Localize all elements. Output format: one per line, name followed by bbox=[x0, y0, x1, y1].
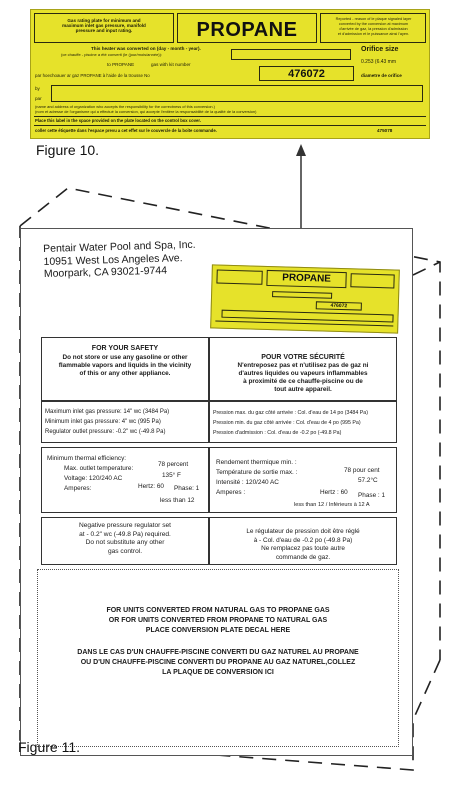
regulator-box-fr bbox=[209, 517, 397, 565]
address-line: Pentair Water Pool and Spa, Inc. bbox=[43, 238, 196, 255]
regulator-line: Do not substitute any other bbox=[85, 539, 165, 546]
figure-11-caption: Figure 11. bbox=[18, 739, 80, 755]
pressure-box-fr bbox=[209, 401, 397, 443]
plate-converted-line: This heater was converted on (day - month - year). bbox=[91, 46, 201, 51]
conversion-line: OR FOR UNITS CONVERTED FROM PROPANE TO NATURAL GAS bbox=[108, 617, 328, 624]
regulator-line: Negative pressure regulator set bbox=[79, 522, 171, 529]
pressure-box-en bbox=[41, 401, 209, 443]
mini-plate-left-box bbox=[216, 270, 262, 285]
pressure-line: Maximum inlet gas pressure: 14" wc (3484 Pa) bbox=[45, 409, 170, 415]
address-line: Moorpark, CA 93021-9744 bbox=[43, 264, 168, 280]
pressure-line: Regulator outlet pressure: -0.2" wc (-49.8 Pa) bbox=[45, 429, 166, 435]
conversion-text-en bbox=[38, 606, 398, 636]
plate-par-label: par bbox=[35, 96, 42, 101]
thermal-box-fr bbox=[209, 447, 397, 513]
thermal-box-en bbox=[41, 447, 209, 513]
thermal-hertz-fr: Hertz : 60 bbox=[320, 489, 348, 496]
safety-heading-en: FOR YOUR SAFETY bbox=[91, 345, 159, 352]
mini-plate-number: 476072 bbox=[316, 301, 362, 310]
regulator-line: à - Col. d'eau de -0.2 po (-49.8 Pa) bbox=[253, 536, 353, 544]
cabinet-corner-edge bbox=[413, 262, 440, 275]
plate-part-number: 475078 bbox=[377, 128, 393, 133]
regulator-text-en bbox=[42, 522, 208, 556]
plate-name-line-fr: (nom et adresse de l'organisme qui a effectué la conversion, qui accepte l'entière la responsabilité de la qualité de la conversion) bbox=[35, 109, 257, 114]
thermal-voltage: Voltage: 120/240 AC bbox=[64, 475, 123, 482]
address-line: 10951 West Los Angeles Ave. bbox=[43, 251, 183, 268]
pressure-text-fr bbox=[213, 408, 397, 438]
plate-orifice-fr: diametre de orifice bbox=[361, 73, 402, 78]
plate-left-line: maximum inlet gas pressure, manifold bbox=[62, 23, 146, 29]
conversion-line: LA PLAQUE DE CONVERSION ICI bbox=[162, 669, 274, 676]
pressure-text-en bbox=[45, 407, 209, 437]
plate-kit-label: gas with kit number bbox=[151, 62, 191, 67]
conversion-line: DANS LE CAS D'UN CHAUFFE-PISCINE CONVERTI DU GAZ NATUREL AU PROPANE bbox=[77, 649, 359, 656]
regulator-line: at - 0.2" wc (-49.8 Pa) required. bbox=[79, 530, 171, 538]
manufacturer-address bbox=[43, 239, 197, 281]
safety-box-en bbox=[41, 337, 209, 401]
plate-name-line: (name and address of organization who accepts the responsibility for the correctness of this conversion.) bbox=[35, 104, 215, 109]
plate-orifice-label: Orifice size bbox=[361, 46, 399, 53]
thermal-efficiency-label-fr: Rendement thermique min. : bbox=[216, 459, 297, 466]
safety-line: tout autre appareil. bbox=[274, 386, 332, 393]
regulator-text-fr bbox=[210, 528, 396, 562]
safety-line: flammable vapors and liquids in the vicinity bbox=[58, 362, 192, 369]
mini-plate-title: PROPANE bbox=[266, 270, 346, 288]
regulator-line: Le régulateur de pression doit être réglé bbox=[246, 528, 360, 535]
plate-place-line: Place this label in the space provided on the plate located on the control box cover. bbox=[35, 118, 201, 123]
safety-heading-fr: POUR VOTRE SÉCURITÉ bbox=[261, 354, 345, 361]
safety-line: d'autres liquides ou vapeurs inflammables bbox=[238, 370, 368, 377]
safety-line: à proximité de ce chauffe-piscine ou de bbox=[243, 378, 363, 385]
thermal-efficiency-value: 78 percent bbox=[158, 461, 189, 468]
thermal-amperes-value: less than 12 bbox=[160, 497, 195, 504]
conversion-decal-area bbox=[37, 569, 399, 747]
pressure-line: Pression max. du gaz côté arrivée : Col. d'eau de 14 po (3484 Pa) bbox=[213, 410, 369, 416]
pressure-line: Minimum inlet gas pressure: 4" wc (995 Pa) bbox=[45, 419, 161, 425]
thermal-phase-fr: Phase : 1 bbox=[358, 492, 386, 499]
safety-text-fr bbox=[210, 362, 396, 394]
regulator-box-en bbox=[41, 517, 209, 565]
thermal-amperes-label: Amperes: bbox=[64, 485, 92, 492]
safety-line: N'entreposez pas et n'utilisez pas de gaz ni bbox=[237, 362, 369, 369]
safety-text-en bbox=[42, 354, 208, 378]
plate-right-line: converted by the conversion at maximum bbox=[338, 22, 409, 26]
plate-converted-line-fr: (ce chauffe - piscine a été converti (le (jour/mois/année)): bbox=[61, 52, 163, 57]
thermal-temp-label-fr: Température de sortie max. : bbox=[216, 469, 298, 476]
thermal-phase: Phase: 1 bbox=[174, 485, 200, 492]
plate-to-propane: to PROPANE bbox=[107, 62, 135, 67]
safety-line: of this or any other appliance. bbox=[79, 370, 171, 377]
plate-by-label: by bbox=[35, 86, 40, 91]
thermal-temp-value: 135° F bbox=[162, 472, 181, 479]
safety-box-fr bbox=[209, 337, 397, 401]
heater-label-panel bbox=[20, 228, 413, 756]
thermal-amperes-value-fr: less than 12 / Inférieurs à 12 A bbox=[294, 502, 370, 508]
thermal-temp-label: Max. outlet temperature: bbox=[64, 465, 134, 472]
thermal-efficiency-value-fr: 78 pour cent bbox=[344, 467, 380, 474]
thermal-temp-value-fr: 57.2°C bbox=[358, 477, 378, 484]
mini-plate-right-box bbox=[350, 273, 394, 288]
thermal-hertz: Hertz: 60 bbox=[138, 483, 164, 490]
pressure-line: Pression d'admission : Col. d'eau de -0.2 po (-49.8 Pa) bbox=[213, 430, 342, 436]
figure-10-caption: Figure 10. bbox=[36, 142, 100, 158]
plate-colle-line: coller cette étiquette dans l'espace prevu a cet effet sur le couvercle de la boite commande. bbox=[35, 128, 217, 133]
plate-kit-number: 476072 bbox=[288, 68, 325, 80]
conversion-line: FOR UNITS CONVERTED FROM NATURAL GAS TO PROPANE GAS bbox=[106, 607, 330, 614]
plate-right-line: Reported - reason of le plaque signaled layer bbox=[335, 17, 412, 21]
regulator-line: commande de gaz. bbox=[275, 553, 331, 561]
regulator-line: gas control. bbox=[107, 547, 143, 555]
plate-orifice-value: 0.253 (6.43 mm bbox=[361, 59, 397, 65]
pressure-line: Pression min. du gaz côté arrivée : Col. d'eau de 4 po (995 Pa) bbox=[213, 420, 361, 426]
mini-propane-plate bbox=[210, 264, 400, 333]
safety-line: Do not store or use any gasoline or other bbox=[62, 354, 188, 361]
conversion-text-fr bbox=[38, 648, 398, 678]
plate-left-line: Gas rating plate for minimum and bbox=[67, 18, 141, 23]
plate-title: PROPANE bbox=[196, 19, 298, 41]
regulator-line: Ne remplacez pas toute autre bbox=[261, 545, 345, 552]
conversion-line: PLACE CONVERSION PLATE DECAL HERE bbox=[145, 627, 291, 634]
plate-left-line: pressure and input rating. bbox=[75, 28, 133, 34]
mini-plate-date-box bbox=[272, 291, 332, 299]
conversion-line: OU D'UN CHAUFFE-PISCINE CONVERTI DU PROPANE AU GAZ NATUREL,COLLEZ bbox=[80, 659, 356, 666]
plate-right-line: et d'admission et le puissance ainsi l'ayen. bbox=[337, 32, 410, 36]
plate-kit-fr: par hoechoauer ar gaz PROPANE à l'aide de la trousse No bbox=[35, 73, 150, 78]
thermal-amperes-label-fr: Amperes : bbox=[216, 489, 246, 496]
thermal-voltage-fr: Intensité : 120/240 AC bbox=[216, 479, 279, 486]
thermal-efficiency-label: Minimum thermal efficiency: bbox=[47, 455, 127, 462]
plate-right-line: d'arrivée de gaz, la pression d'admission bbox=[339, 27, 408, 31]
